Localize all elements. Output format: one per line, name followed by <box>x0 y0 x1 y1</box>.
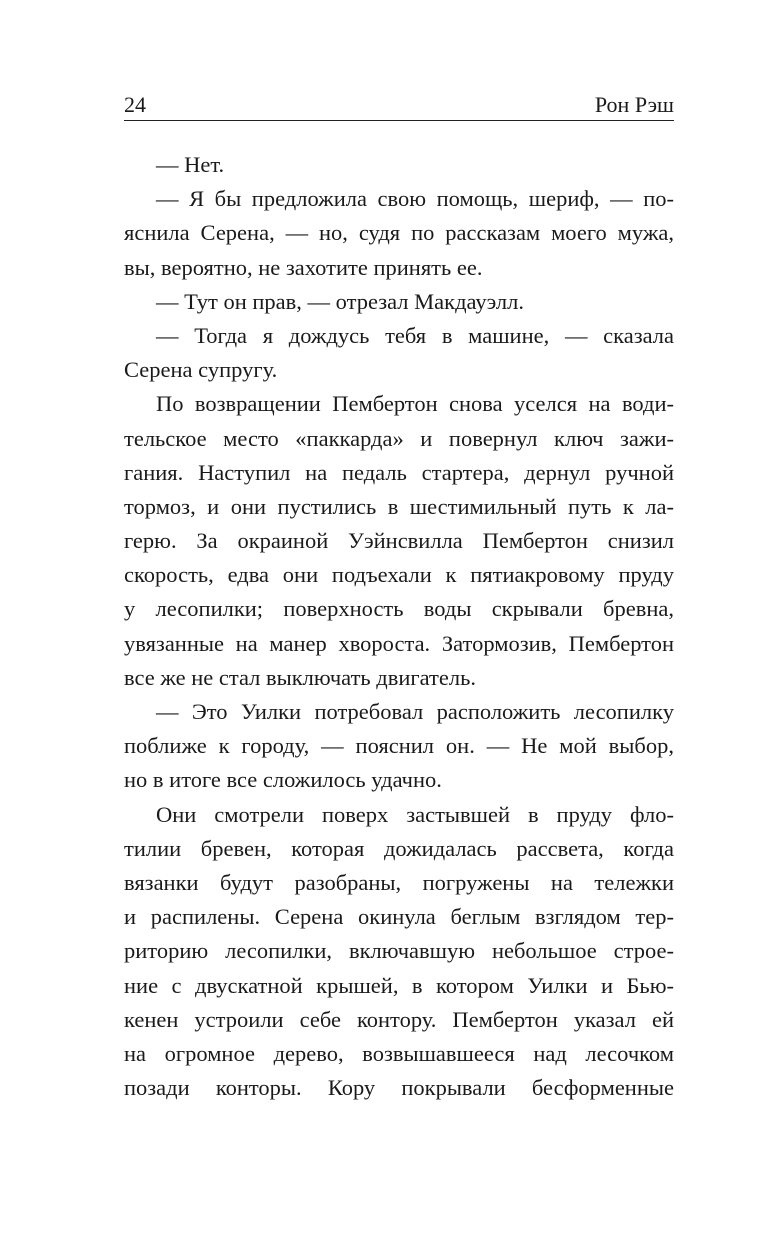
text-line: у лесопилки; поверхность воды скрывали бревна, <box>124 596 674 622</box>
text-line: По возвращении Пембертон снова уселся на води- <box>156 391 674 417</box>
text-line: тилии бревен, которая дожидалась рассвета, когда <box>124 835 674 861</box>
text-line: риторию лесопилки, включавшую небольшое строе- <box>124 938 674 964</box>
page-number: 24 <box>124 92 146 117</box>
text-line: все же не стал выключать двигатель. <box>124 664 476 690</box>
text-line: но в итоге все сложилось удачно. <box>124 767 442 793</box>
text-line: вы, вероятно, не захотите принять ее. <box>124 254 483 280</box>
text-line: кенен устроили себе контору. Пембертон указал ей <box>124 1006 674 1032</box>
body-text <box>124 148 674 1105</box>
text-line: ние с двускатной крышей, в котором Уилки и Бью- <box>124 972 674 998</box>
text-line: тормоз, и они пустились в шестимильный путь к ла- <box>124 493 674 519</box>
text-line: — Нет. <box>156 152 225 177</box>
text-line: — Это Уилки потребовал расположить лесопилку <box>156 699 674 724</box>
text-line: Они смотрели поверх застывшей в пруду фло- <box>156 801 674 827</box>
text-line: тельское место «паккарда» и повернул ключ зажи- <box>124 425 674 451</box>
text-line: — Тут он прав, — отрезал Макдауэлл. <box>156 288 524 314</box>
text-line: на огромное дерево, возвышавшееся над лесочком <box>124 1040 674 1066</box>
text-line: позади конторы. Кору покрывали бесформенные <box>124 1075 674 1101</box>
text-line: яснила Серена, — но, судя по рассказам моего мужа, <box>124 220 674 246</box>
text-line: гания. Наступил на педаль стартера, дернул ручной <box>124 459 674 485</box>
text-line: поближе к городу, — пояснил он. — Не мой выбор, <box>124 733 674 759</box>
text-line: Серена супругу. <box>124 357 278 383</box>
text-line: увязанные на манер хвороста. Затормозив, Пембертон <box>124 630 674 656</box>
text-line: герю. За окраиной Уэйнсвилла Пембертон снизил <box>124 528 674 554</box>
header-rule <box>124 120 674 121</box>
text-line: и распилены. Серена окинула беглым взглядом тер- <box>124 904 674 930</box>
running-head-author: Рон Рэш <box>594 92 674 117</box>
text-line: скорость, едва они подъехали к пятиакровому пруду <box>124 562 674 588</box>
running-head <box>124 88 674 120</box>
text-line: — Я бы предложила свою помощь, шериф, — по- <box>156 186 674 212</box>
text-line: вязанки будут разобраны, погружены на тележки <box>124 869 674 895</box>
text-line: — Тогда я дождусь тебя в машине, — сказала <box>156 322 674 348</box>
